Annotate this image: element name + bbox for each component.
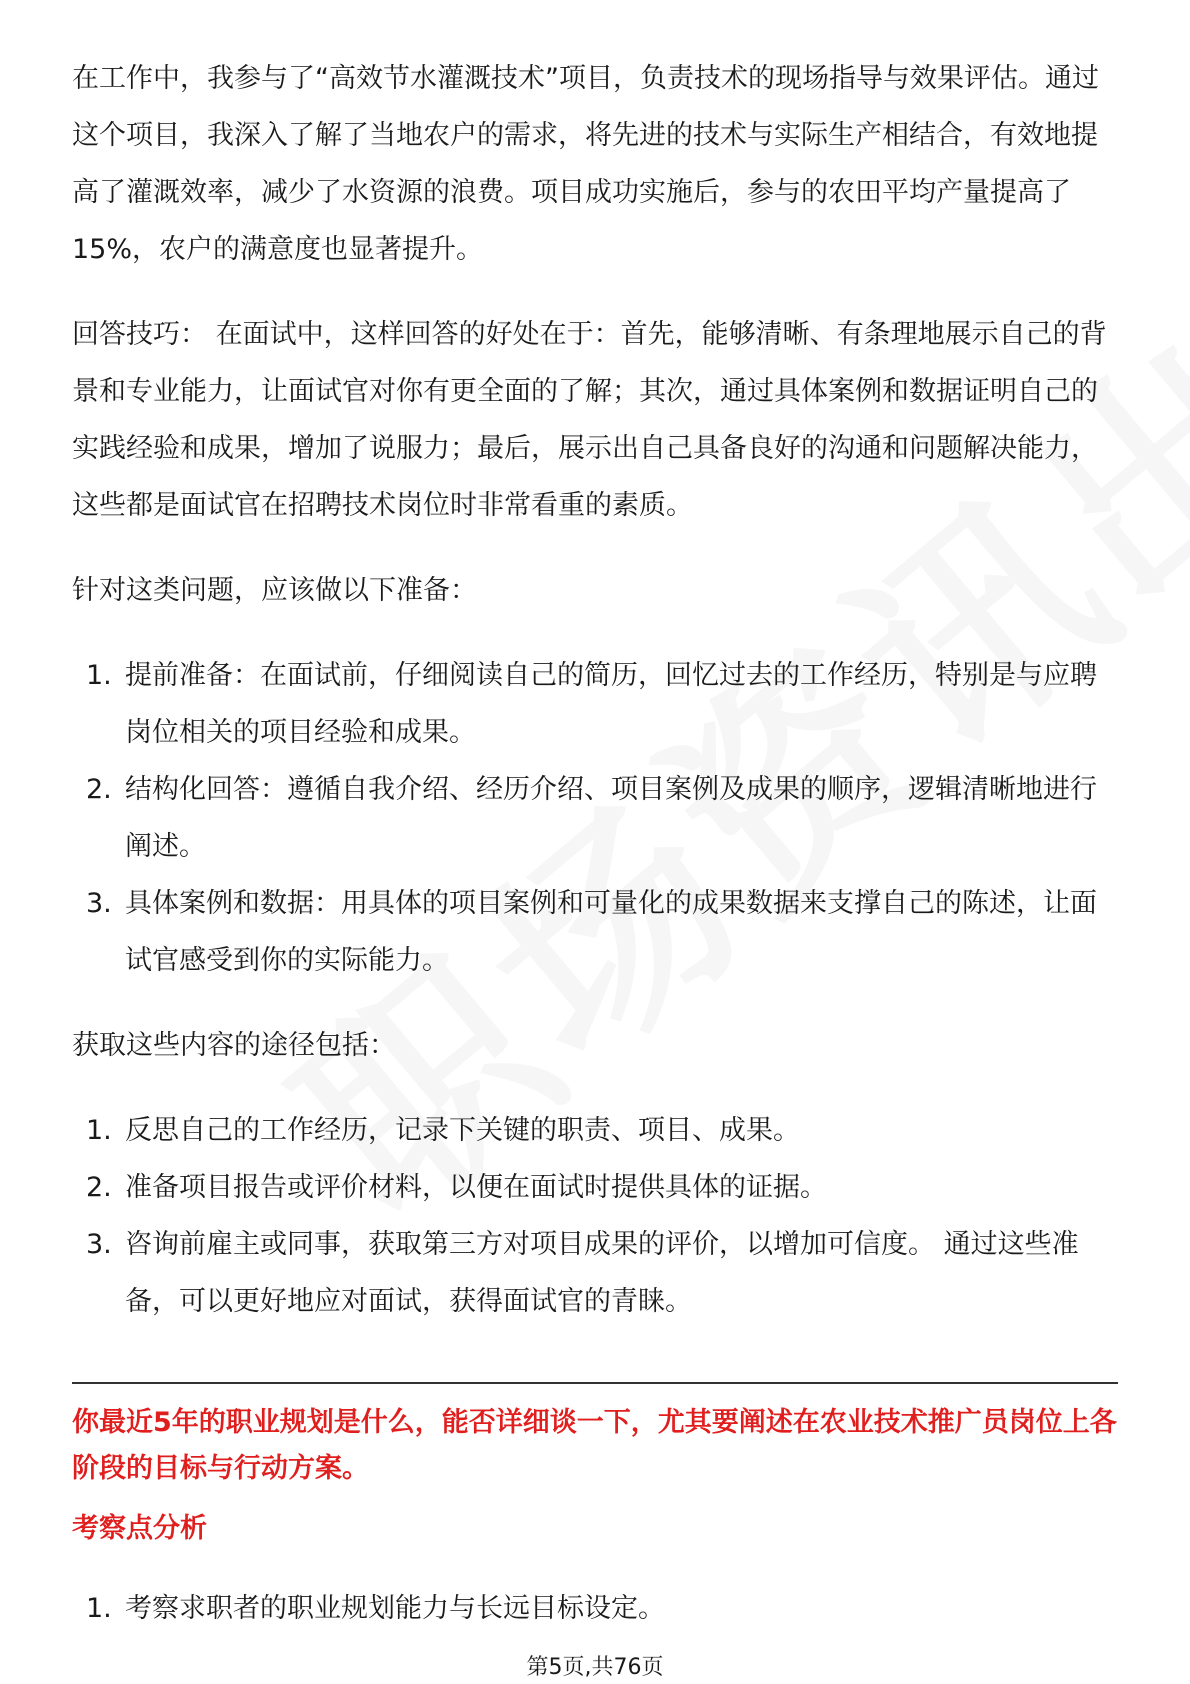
- list-item: [72, 1159, 1118, 1216]
- list-number: 1.: [86, 1593, 112, 1624]
- analysis-list: [72, 1580, 1118, 1637]
- intro-paragraph: 在工作中，我参与了“高效节水灌溉技术”项目，负责技术的现场指导与效果评估。通过这个项目，我深入了解了当地农户的需求，将先进的技术与实际生产相结合，有效地提高了灌溉效率，减少了水资源的浪费。项目成功实施后，参与的农田平均产量提高了15%，农户的满意度也显著提升。: [72, 63, 1099, 265]
- prep-heading: 针对这类问题，应该做以下准备：: [72, 575, 477, 606]
- list-number: 2.: [86, 774, 112, 805]
- list-item: [72, 875, 1118, 989]
- ways-list: [72, 1102, 1118, 1330]
- list-item: [72, 1216, 1118, 1330]
- list-item-text: 提前准备：在面试前，仔细阅读自己的简历，回忆过去的工作经历，特别是与应聘岗位相关的项目经验和成果。: [125, 660, 1097, 748]
- list-item-text: 准备项目报告或评价材料，以便在面试时提供具体的证据。: [125, 1172, 827, 1203]
- list-item-text: 考察求职者的职业规划能力与长远目标设定。: [125, 1593, 665, 1624]
- interview-question: 你最近5年的职业规划是什么，能否详细谈一下，尤其要阐述在农业技术推广员岗位上各阶段的目标与行动方案。: [72, 1407, 1117, 1484]
- list-number: 3.: [86, 888, 112, 919]
- document-page: [72, 50, 1118, 1637]
- list-number: 2.: [86, 1172, 112, 1203]
- list-number: 1.: [86, 660, 112, 691]
- analysis-heading: 考察点分析: [72, 1513, 207, 1544]
- tips-paragraph: 回答技巧： 在面试中，这样回答的好处在于：首先，能够清晰、有条理地展示自己的背景和专业能力，让面试官对你有更全面的了解；其次，通过具体案例和数据证明自己的实践经验和成果，增加了说服力；最后，展示出自己具备良好的沟通和问题解决能力，这些都是面试官在招聘技术岗位时非常看重的素质。: [72, 319, 1107, 521]
- section-divider: [72, 1382, 1118, 1384]
- list-number: 1.: [86, 1115, 112, 1146]
- prep-list: [72, 647, 1118, 989]
- list-item-text: 反思自己的工作经历，记录下关键的职责、项目、成果。: [125, 1115, 800, 1146]
- list-item-text: 咨询前雇主或同事，获取第三方对项目成果的评价，以增加可信度。 通过这些准备，可以更好地应对面试，获得面试官的青睐。: [125, 1229, 1079, 1317]
- list-number: 3.: [86, 1229, 112, 1260]
- list-item: [72, 1102, 1118, 1159]
- list-item-text: 结构化回答：遵循自我介绍、经历介绍、项目案例及成果的顺序，逻辑清晰地进行阐述。: [125, 774, 1097, 862]
- list-item: [72, 1580, 1118, 1637]
- list-item: [72, 761, 1118, 875]
- page-footer: 第5页,共76页: [526, 1655, 664, 1680]
- ways-heading: 获取这些内容的途径包括：: [72, 1030, 396, 1061]
- list-item: [72, 647, 1118, 761]
- list-item-text: 具体案例和数据：用具体的项目案例和可量化的成果数据来支撑自己的陈述，让面试官感受到你的实际能力。: [125, 888, 1097, 976]
